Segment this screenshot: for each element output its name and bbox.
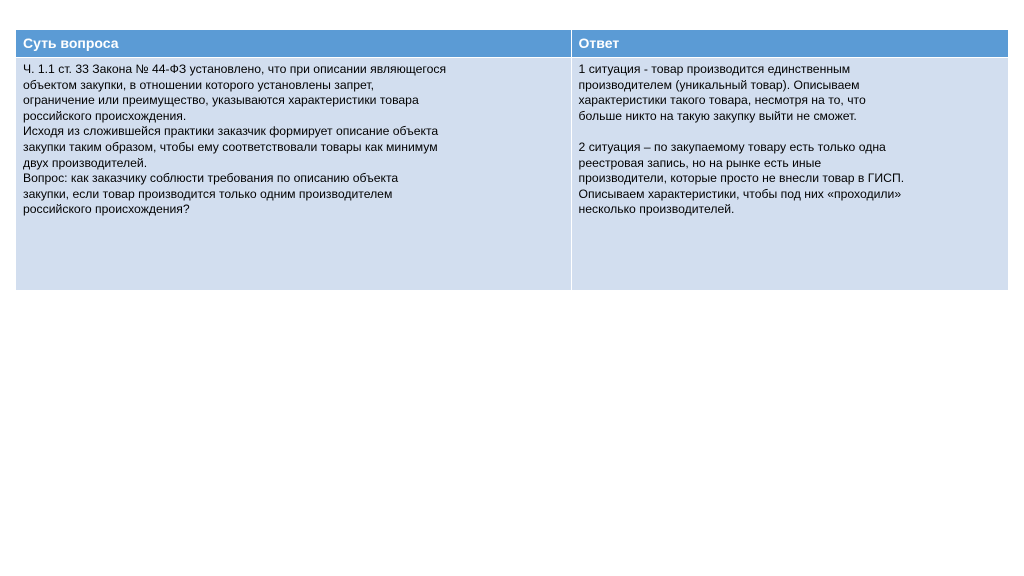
answer-line: Описываем характеристики, чтобы под них «проходили»	[578, 186, 902, 201]
question-cell	[16, 58, 572, 291]
answer-line: производителем (уникальный товар). Описываем	[578, 77, 860, 92]
table-header-row	[16, 30, 1009, 58]
answer-line: реестровая запись, но на рынке есть иные	[578, 155, 822, 170]
question-line: двух производителей.	[23, 155, 148, 170]
question-line: объектом закупки, в отношении которого установлены запрет,	[23, 77, 374, 92]
answer-line: 1 ситуация - товар производится единственным	[578, 62, 851, 76]
question-line: российского происхождения.	[23, 108, 187, 123]
question-column-header: Суть вопроса	[16, 30, 572, 58]
question-line: российского происхождения?	[23, 202, 190, 217]
question-line: Вопрос: как заказчику соблюсти требования по описанию объекта	[23, 171, 399, 186]
answer-line: несколько производителей.	[578, 202, 735, 217]
answer-column-header: Ответ	[571, 30, 1008, 58]
answer-line: больше никто на такую закупку выйти не сможет.	[578, 108, 857, 123]
answer-line: производители, которые просто не внесли товар в ГИСП.	[578, 171, 905, 186]
qa-table	[15, 29, 1009, 291]
question-line: ограничение или преимущество, указываются характеристики товара	[23, 93, 419, 108]
answer-line: 2 ситуация – по закупаемому товару есть только одна	[578, 139, 886, 154]
question-line: закупки таким образом, чтобы ему соответствовали товары как минимум	[23, 139, 438, 154]
answer-cell	[571, 58, 1008, 291]
answer-line: характеристики такого товара, несмотря на то, что	[578, 93, 866, 108]
question-line: закупки, если товар производится только одним производителем	[23, 186, 393, 201]
question-line: Ч. 1.1 ст. 33 Закона № 44-ФЗ установлено, что при описании являющегося	[23, 62, 447, 76]
question-line: Исходя из сложившейся практики заказчик формирует описание объекта	[23, 124, 439, 139]
table-row	[16, 58, 1009, 291]
paragraph-gap	[579, 124, 1001, 140]
